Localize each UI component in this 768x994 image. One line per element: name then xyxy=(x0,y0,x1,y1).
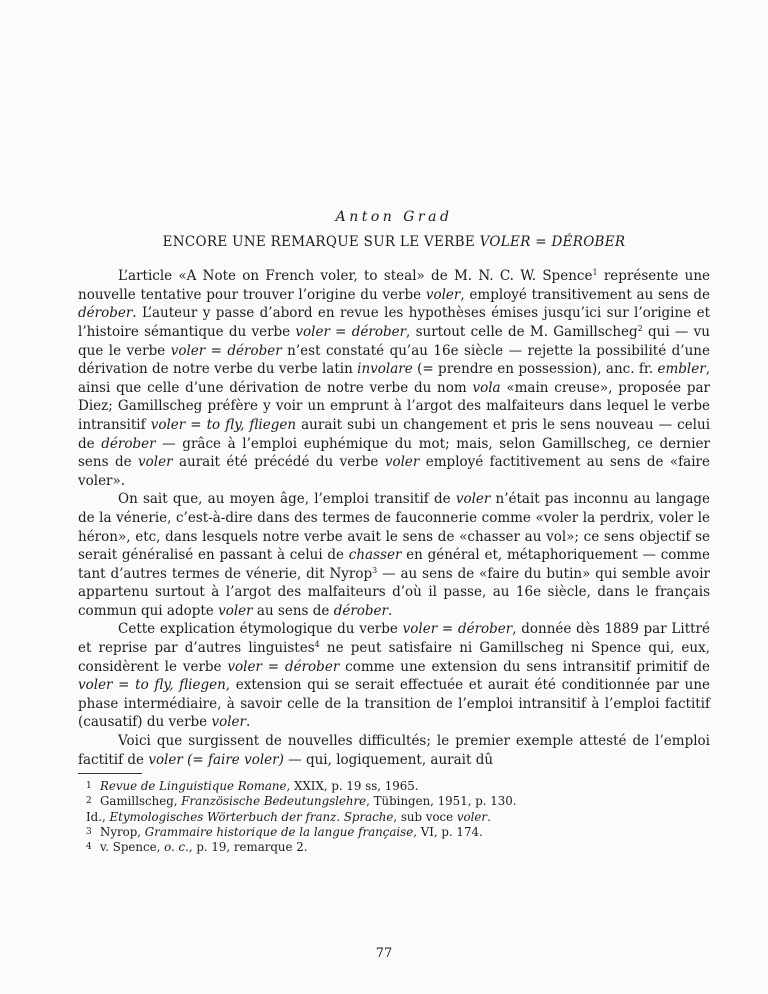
italic: embler xyxy=(657,361,706,378)
title-italic: VOLER = DÉROBER xyxy=(479,233,626,250)
text: , p. 19, remarque 2. xyxy=(188,840,308,855)
italic: voler xyxy=(455,491,491,508)
italic: voler xyxy=(456,809,488,824)
footnote-ref-2: 2 xyxy=(637,323,643,333)
text: , sub voce xyxy=(393,809,457,824)
footnote-ref-1: 1 xyxy=(592,268,598,278)
italic: Grammaire historique de la langue française xyxy=(144,824,414,839)
article xyxy=(78,208,710,855)
footnote-2-continued xyxy=(78,810,710,825)
italic: voler = dérober xyxy=(402,621,513,638)
page-number: 77 xyxy=(375,946,393,961)
text: , donnée dès 1889 par Littré et reprise par d’autres linguistes xyxy=(78,621,710,657)
text: en général et, métaphoriquement — comme tant d’autres termes de vénerie, dit Nyrop xyxy=(78,547,710,582)
italic: voler = to fly, fliegen xyxy=(150,416,297,433)
footnote-number: 2 xyxy=(86,796,92,807)
footnote-4 xyxy=(78,840,710,855)
footnote-ref-3: 3 xyxy=(372,565,378,575)
text: Nyrop, xyxy=(100,824,145,839)
italic: o. c. xyxy=(164,840,189,855)
text: , VI, p. 174. xyxy=(413,824,483,839)
italic: voler = dérober xyxy=(295,323,407,340)
text: — grâce à l’emploi euphémique du mot; mais, selon Gamillscheg, ce dernier sens de xyxy=(78,435,710,471)
text: . xyxy=(388,602,393,619)
footnote-number: 3 xyxy=(86,826,92,837)
text: Voici que surgissent de nouvelles difficultés; le premier exemple attesté de l’emploi factitif de xyxy=(78,733,710,768)
text: (= prendre en possession), anc. fr. xyxy=(412,361,658,378)
italic: Revue de Linguistique Romane xyxy=(100,779,287,794)
footnote-1 xyxy=(78,779,710,794)
italic: voler = to fly, fliegen xyxy=(78,677,226,694)
italic: voler xyxy=(384,454,420,471)
text: Id., xyxy=(86,809,110,824)
text: On sait que, au moyen âge, l’emploi transitif de xyxy=(118,491,456,508)
text: ne peut satisfaire ni Gamillscheg ni Spence qui, eux, considèrent le verbe xyxy=(78,640,710,675)
italic: voler = dérober xyxy=(170,342,282,359)
footnote-number: 4 xyxy=(86,842,92,853)
text: , surtout celle de M. Gamillscheg xyxy=(406,323,638,340)
text: . L’auteur y passe d’abord en revue les hypothèses émises jusqu’ici sur l’origine et l’histoire sémantique du verbe xyxy=(78,305,710,340)
text: , XXIX, p. 19 ss, 1965. xyxy=(286,779,419,794)
paragraph-2 xyxy=(78,490,710,620)
text: , employé transitivement au sens de xyxy=(460,286,710,303)
text: aurait subi un changement et pris le sens nouveau — celui de xyxy=(78,416,711,452)
text: aurait été précédé du verbe xyxy=(172,454,385,471)
italic: chasser xyxy=(348,547,402,564)
italic: Französische Bedeutungslehre xyxy=(181,794,367,809)
text: . xyxy=(245,714,251,731)
text: L’article «A Note on French voler, to steal» de M. N. C. W. Spence xyxy=(118,268,593,285)
text: v. Spence, xyxy=(100,840,165,855)
text: représente une nouvelle tentative pour trouver l’origine du verbe xyxy=(78,268,711,303)
footnote-divider xyxy=(78,773,142,774)
text: n’était pas inconnu au langage de la vénerie, c’est-à-dire dans des termes de fauconnerie comme «voler la perdrix, voler le héron», etc, dans lesquels notre verbe avait le sens de «chasser au vol»; ce sens objectif se serait généralisé en passant à celui de xyxy=(78,491,710,564)
paragraph-1 xyxy=(78,267,710,490)
text: , Tübingen, 1951, p. 130. xyxy=(366,794,517,809)
italic: voler xyxy=(218,602,253,619)
italic: involare xyxy=(357,361,413,378)
title-text: ENCORE UNE REMARQUE SUR LE VERBE xyxy=(162,233,480,250)
text: comme une extension du sens intransitif primitif de xyxy=(339,658,711,675)
italic: voler = dérober xyxy=(227,658,340,675)
article-title xyxy=(78,233,710,252)
italic: voler (= faire voler) xyxy=(148,751,284,768)
footnote-2 xyxy=(78,794,710,809)
italic: dérober xyxy=(78,305,133,322)
author-name: Anton Grad xyxy=(335,209,453,225)
italic: dérober xyxy=(101,435,156,452)
text: — qui, logiquement, aurait dû xyxy=(283,751,494,768)
text: — au sens de «faire du butin» qui semble avoir appartenu surtout à l’argot des malfaiteurs d’où il passe, au 16e siècle, dans le français commun qui adopte xyxy=(78,565,710,619)
italic: voler xyxy=(425,286,461,303)
italic: dérober xyxy=(333,602,388,619)
footnote-3 xyxy=(78,825,710,840)
footnote-number: 1 xyxy=(86,781,92,792)
italic: vola xyxy=(472,379,501,396)
paragraph-4 xyxy=(78,732,710,769)
paragraph-3 xyxy=(78,620,710,732)
italic: voler xyxy=(138,454,173,471)
italic: voler xyxy=(211,714,246,731)
text: employé factitivement au sens de «faire voler». xyxy=(78,454,710,489)
text: n’est constaté qu’au 16e siècle — rejette la possibilité d’une dérivation de notre verbe du verbe latin xyxy=(78,342,710,378)
text: . xyxy=(487,809,491,824)
text: qui — vu que le verbe xyxy=(78,323,710,359)
text: Gamillscheg, xyxy=(100,794,182,809)
text: «main creuse», proposée par Diez; Gamillscheg préfère y voir un emprunt à l’argot des malfaiteurs dans lequel le verbe intransitif xyxy=(78,379,711,433)
footnote-ref-4: 4 xyxy=(314,640,320,650)
italic: Etymologisches Wörterbuch der franz. Sprache xyxy=(109,809,394,824)
text: , extension qui se serait effectuée et aurait été conditionnée par une phase intermédiaire, à savoir celle de la transition de l’emploi intransitif à l’emploi factitif (causatif) du verbe xyxy=(78,677,710,731)
text: , ainsi que celle d’une dérivation de notre verbe du nom xyxy=(78,361,710,396)
text: au sens de xyxy=(252,602,334,619)
text: Cette explication étymologique du verbe xyxy=(118,621,403,638)
